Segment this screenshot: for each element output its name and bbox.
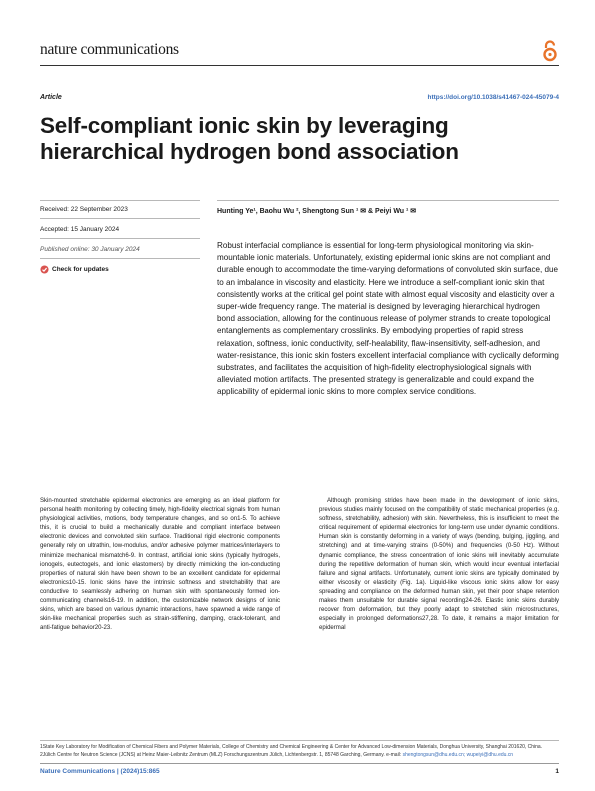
abstract: Robust interfacial compliance is essential for long-term physiological monitoring via skin-mountable ionic materials. Unfortunately, existing epidermal ionic skins are not compliant and durable enough to accommodate the time-varying deformations of convoluted skin surface, due to an imbalance in viscosity and elasticity. Here we introduce a self-compliant ionic skin that consistently works at the critical gel point state with almost equal viscosity and elasticity over a super-wide frequency range. The material is designed by leveraging hierarchical hydrogen bond association, allowing for the continuous release of polymer strands to create topological entanglements as complementary crosslinks. By embodying properties of rapid stress relaxation, softness, ionic conductivity, self-healability, flaw-insensitivity, self-adhesion, and water-resistance, this ionic skin fosters excellent interfacial compliance with cyclically deforming substrates, and facilitates the acquisition of high-fidelity electrophysiological signals with alleviated motion artifacts. The presented strategy is generalizable and could expand the applicability of epidermal ionic skins to more complex service conditions. (217, 241, 559, 397)
published-date: Published online: 30 January 2024 (40, 246, 140, 253)
authors-rule (217, 200, 559, 201)
affiliations (40, 744, 559, 759)
accepted-date: Accepted: 15 January 2024 (40, 226, 120, 233)
doi-link[interactable]: https://doi.org/10.1038/s41467-024-45079-4 (427, 94, 559, 101)
footer-rule (40, 763, 559, 764)
body-paragraph: Although promising strides have been made in the development of ionic skins, previous studies mainly focused on the compatibility of static mechanical properties (e.g. softness, stretchability, adhesion) with skin. Nevertheless, this is insufficient to meet the critical requirement of epidermal electronics for long-term use under dynamic conditions. Human skin is constantly deforming in a variety of ways (bending, bulging, jiggling, and stretching) and at time-varying strains (0-50%) and frequencies (0-50 Hz). Without dynamic compliance, the stress concentration of ionic skins will inevitably accumulate during the repetitive deformation of human skin, which would incur eventual interfacial failure and signal artifacts. Unfortunately, current ionic skins are typically dominated by either viscosity or elasticity (Fig. 1a). Liquid-like viscous ionic skins allow for easy spreading and compliance on the deformed human skin, yet their poor shape retention makes them unsuitable for durable signal recording24-26. Elastic ionic skins durably recover from deformation, but they poorly adapt to stretched skin microstructures, especially in prolonged deformations27,28. To date, it remains a major limitation for epidermal (319, 498, 559, 632)
header-rule (40, 65, 559, 66)
email-links[interactable]: shengtongsun@dhu.edu.cn; wupeiyi@dhu.edu.cn (402, 751, 514, 758)
body-column-left (40, 497, 280, 633)
check-updates-link[interactable] (40, 265, 109, 274)
body-column-right (319, 497, 559, 633)
email-label: e-mail: (386, 751, 402, 758)
check-updates-icon (40, 265, 49, 274)
article-type: Article (40, 94, 62, 101)
received-date: Received: 22 September 2023 (40, 206, 128, 213)
journal-name: nature communications (40, 41, 179, 58)
article-meta-row (40, 94, 559, 104)
footer-citation: Nature Communications | (2024)15:865 (40, 768, 160, 775)
check-updates-label: Check for updates (52, 266, 109, 273)
affiliations-rule (40, 740, 559, 741)
page-number: 1 (555, 768, 559, 775)
dates-rule (40, 200, 200, 201)
affiliations-text: 1State Key Laboratory for Modification of Chemical Fibers and Polymer Materials, College of Chemistry and Chemical Engineering & Center for Advanced Low-dimension Materials, Donghua University, Shanghai 201620, China. 2Jülich Centre for Neutron Science (JCNS) at Heinz Maier-Leibnitz Zentrum (MLZ) Forschungszentrum Jülich, Lichtenbergstr. 1, 85748 Garching, Germany. (40, 744, 543, 758)
author-list: Hunting Ye¹, Baohu Wu ², Shengtong Sun ¹ ✉ & Peiyi Wu ¹ ✉ (217, 208, 417, 215)
page-footer (40, 768, 559, 775)
body-paragraph: Skin-mounted stretchable epidermal electronics are emerging as an ideal platform for personal health monitoring by collecting timely, high-fidelity electrical signals from human physiological activities, motions, body temperature changes, and so on1-5. To achieve this, it is crucial to build a mechanically durable and compliant interface between electronic devices and convoluted skin surface. Traditional rigid electronic components generally rely on ultrathin, low-modulus, and/or adhesive polymer matrices/interlayers to minimize mechanical mismatch6-9. In contrast, artificial ionic skins (typically hydrogels, ionogels, eutectogels, and ionic elastomers) by directly mimicking the ion-conducting properties of natural skin have been shown to be an excellent candidate for epidermal electronics10-15. Ionic skins have the intrinsic softness and stretchability that are conductive to seamlessly adhering on human skin with spontaneously formed ion-communicating channels16-19. In addition, the customizable network designs of ionic skins, which are based on various dynamic interactions, have spawned a wide range of skin-like mechanical properties such as strain-stiffening, damping, crack-tolerant, and anti-fatigue behavior20-23. (40, 498, 280, 632)
date-divider (40, 218, 200, 219)
date-divider (40, 258, 200, 259)
open-access-icon (542, 40, 558, 62)
date-divider (40, 238, 200, 239)
article-title: Self-compliant ionic skin by leveraging hierarchical hydrogen bond association (40, 113, 459, 164)
